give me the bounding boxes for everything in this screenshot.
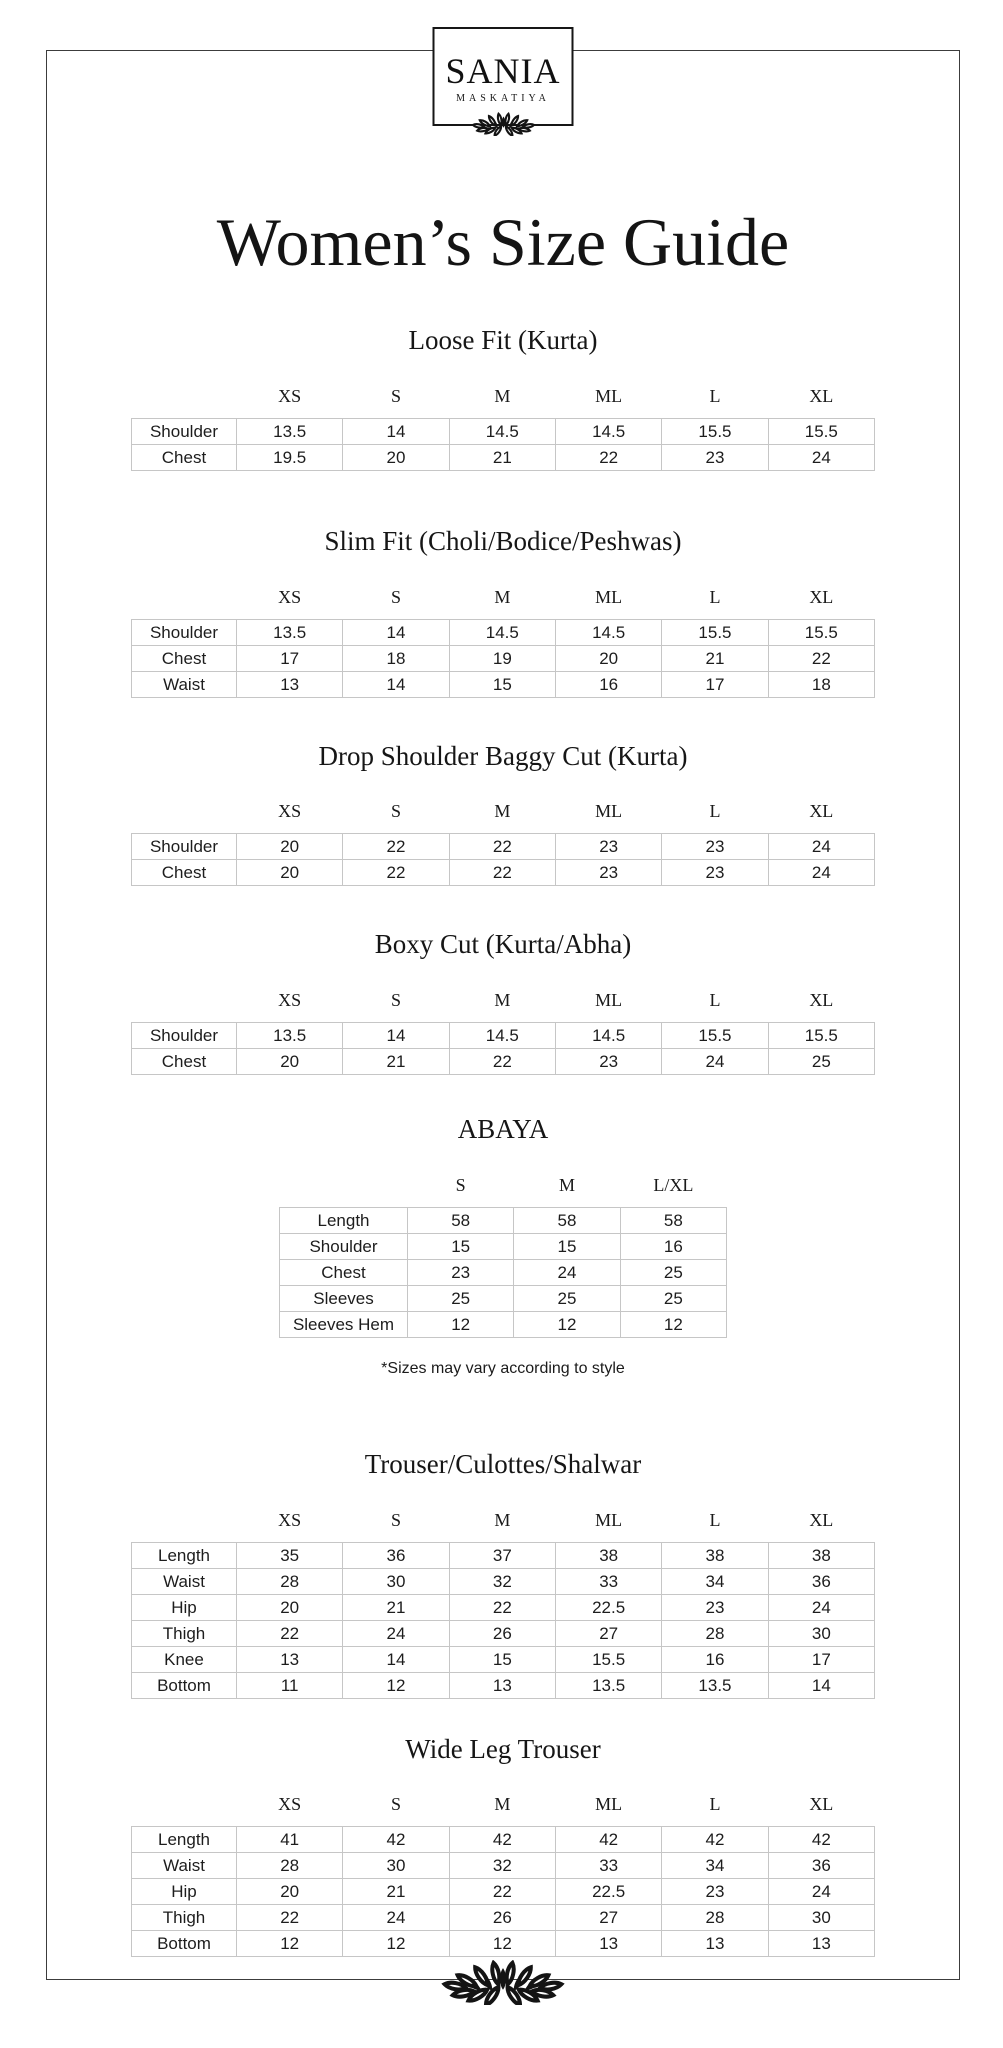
measurement-row [132,1905,875,1931]
measurement-label: Shoulder [132,419,237,445]
measurement-value: 20 [237,1049,343,1075]
size-table [131,1510,875,1699]
measurement-value: 30 [768,1620,874,1646]
sections [47,326,959,1957]
measurement-value: 24 [768,834,874,860]
size-column-header: L [709,386,721,407]
measurement-value: 26 [449,1905,555,1931]
section-title: Trouser/Culottes/Shalwar [364,1448,642,1479]
measurement-row [132,1594,875,1620]
size-column-header: ML [595,990,623,1011]
measurement-label: Hip [132,1594,237,1620]
size-table [131,1794,875,1957]
size-column-header: XS [278,386,302,407]
brand-subtitle: MASKATIYA [456,93,550,104]
measurement-label: Chest [132,1049,237,1075]
measurement-value: 14 [343,619,449,645]
measurement-value: 12 [237,1931,343,1957]
size-column-header: S [390,386,401,407]
size-column-header: M [494,990,511,1011]
section-title: Wide Leg Trouser [405,1733,601,1764]
measurement-row [132,645,875,671]
measurement-value: 36 [768,1568,874,1594]
measurement-value: 26 [449,1620,555,1646]
size-section [47,742,959,887]
size-header-row [280,1175,727,1208]
measurement-value: 23 [662,1594,768,1620]
measurement-value: 22.5 [555,1879,661,1905]
section-title: ABAYA [457,1114,549,1145]
measurement-row [280,1259,727,1285]
measurement-value: 58 [408,1207,514,1233]
measurement-value: 15.5 [768,419,874,445]
measurement-value: 22 [343,860,449,886]
size-column-header: ML [595,386,623,407]
page-title: Women’s Size Guide [216,204,790,280]
measurement-value: 15 [449,671,555,697]
size-column-header: L [709,1509,721,1530]
size-column-header: ML [595,586,623,607]
size-column-header: M [494,1794,511,1815]
size-table [131,990,875,1075]
measurement-row [132,1023,875,1049]
measurement-value: 28 [237,1853,343,1879]
measurement-value: 20 [237,860,343,886]
measurement-row [132,1853,875,1879]
size-table [131,587,875,698]
measurement-value: 15.5 [662,619,768,645]
size-column-header: L [709,586,721,607]
measurement-value: 28 [662,1620,768,1646]
size-column-header: S [390,990,401,1011]
size-section [47,527,959,698]
measurement-label: Bottom [132,1931,237,1957]
measurement-value: 23 [662,445,768,471]
size-column-header: L/XL [653,1174,694,1195]
measurement-row [132,834,875,860]
measurement-label: Length [132,1827,237,1853]
measurement-label: Sleeves Hem [280,1311,408,1337]
measurement-row [280,1311,727,1337]
measurement-label: Chest [280,1259,408,1285]
measurement-value: 13 [768,1931,874,1957]
measurement-value: 25 [768,1049,874,1075]
measurement-label: Length [132,1542,237,1568]
measurement-label: Shoulder [132,1023,237,1049]
measurement-value: 21 [662,645,768,671]
measurement-value: 15 [514,1233,620,1259]
size-column-header: L [709,801,721,822]
measurement-value: 23 [662,834,768,860]
measurement-value: 13.5 [662,1672,768,1698]
measurement-value: 20 [237,1879,343,1905]
measurement-value: 27 [555,1620,661,1646]
measurement-value: 13.5 [555,1672,661,1698]
measurement-value: 22 [237,1620,343,1646]
measurement-label: Hip [132,1879,237,1905]
measurement-value: 23 [408,1259,514,1285]
measurement-value: 15.5 [768,619,874,645]
measurement-value: 14.5 [449,419,555,445]
measurement-value: 33 [555,1853,661,1879]
size-header-row [132,801,875,834]
measurement-label: Shoulder [132,834,237,860]
measurement-value: 22 [449,1879,555,1905]
measurement-value: 21 [343,1594,449,1620]
size-header-row [132,1794,875,1827]
size-column-header: XS [278,1794,302,1815]
measurement-value: 23 [555,834,661,860]
measurement-value: 13.5 [237,619,343,645]
measurement-value: 20 [237,834,343,860]
measurement-label: Sleeves [280,1285,408,1311]
measurement-row [132,1879,875,1905]
measurement-value: 15 [408,1233,514,1259]
measurement-value: 15.5 [662,1023,768,1049]
measurement-value: 35 [237,1542,343,1568]
measurement-value: 24 [662,1049,768,1075]
size-column-header: M [494,1509,511,1530]
measurement-value: 13.5 [237,419,343,445]
size-column-header: XS [278,1509,302,1530]
measurement-value: 22 [555,445,661,471]
measurement-value: 14 [768,1672,874,1698]
measurement-value: 18 [768,671,874,697]
measurement-row [132,1827,875,1853]
size-header-row [132,386,875,419]
measurement-value: 25 [408,1285,514,1311]
measurement-value: 19 [449,645,555,671]
measurement-label: Knee [132,1646,237,1672]
size-header-spacer [132,1510,237,1543]
size-column-header: S [390,586,401,607]
measurement-value: 23 [555,860,661,886]
measurement-value: 24 [514,1259,620,1285]
size-header-row [132,990,875,1023]
measurement-value: 18 [343,645,449,671]
measurement-value: 41 [237,1827,343,1853]
measurement-value: 34 [662,1853,768,1879]
measurement-value: 14.5 [555,1023,661,1049]
measurement-label: Shoulder [280,1233,408,1259]
measurement-value: 12 [620,1311,726,1337]
measurement-value: 42 [449,1827,555,1853]
measurement-value: 24 [343,1620,449,1646]
size-header-spacer [132,587,237,620]
measurement-value: 22 [768,645,874,671]
measurement-value: 13 [662,1931,768,1957]
measurement-value: 17 [237,645,343,671]
measurement-row [132,419,875,445]
measurement-value: 23 [555,1049,661,1075]
measurement-value: 19.5 [237,445,343,471]
measurement-value: 25 [514,1285,620,1311]
size-header-row [132,1510,875,1543]
measurement-value: 20 [343,445,449,471]
size-table [131,386,875,471]
measurement-value: 16 [620,1233,726,1259]
measurement-value: 38 [768,1542,874,1568]
measurement-value: 13 [555,1931,661,1957]
size-column-header: XS [278,801,302,822]
measurement-value: 42 [555,1827,661,1853]
measurement-row [132,445,875,471]
size-column-header: XS [278,990,302,1011]
measurement-label: Waist [132,1853,237,1879]
measurement-label: Shoulder [132,619,237,645]
measurement-value: 28 [237,1568,343,1594]
measurement-value: 22 [449,1594,555,1620]
measurement-value: 13 [449,1672,555,1698]
size-column-header: L [709,1794,721,1815]
measurement-value: 21 [343,1879,449,1905]
measurement-value: 13 [237,1646,343,1672]
measurement-value: 42 [343,1827,449,1853]
measurement-row [132,1568,875,1594]
measurement-row [132,619,875,645]
measurement-value: 14.5 [449,1023,555,1049]
size-table [131,801,875,886]
size-column-header: L [709,990,721,1011]
size-section [47,1735,959,1958]
measurement-value: 33 [555,1568,661,1594]
measurement-label: Thigh [132,1905,237,1931]
size-column-header: M [558,1174,575,1195]
measurement-value: 58 [620,1207,726,1233]
size-column-header: M [494,386,511,407]
measurement-value: 58 [514,1207,620,1233]
measurement-value: 22 [449,834,555,860]
measurement-value: 17 [768,1646,874,1672]
measurement-value: 24 [768,860,874,886]
measurement-value: 21 [343,1049,449,1075]
size-column-header: ML [595,1794,623,1815]
measurement-value: 32 [449,1568,555,1594]
measurement-value: 36 [343,1542,449,1568]
measurement-value: 24 [768,1879,874,1905]
size-column-header: XL [809,586,834,607]
measurement-value: 14.5 [555,619,661,645]
page-frame [46,50,960,1980]
measurement-label: Chest [132,445,237,471]
measurement-value: 30 [768,1905,874,1931]
size-column-header: ML [595,801,623,822]
brand-logo [433,27,574,126]
measurement-value: 23 [662,860,768,886]
measurement-value: 14 [343,419,449,445]
size-header-spacer [132,990,237,1023]
measurement-value: 13 [237,671,343,697]
size-column-header: S [390,1794,401,1815]
size-column-header: M [494,801,511,822]
measurement-value: 14 [343,1646,449,1672]
measurement-value: 22 [449,1049,555,1075]
measurement-value: 12 [408,1311,514,1337]
measurement-row [132,1049,875,1075]
size-header-spacer [132,1794,237,1827]
measurement-value: 16 [662,1646,768,1672]
size-header-spacer [132,801,237,834]
measurement-value: 12 [343,1672,449,1698]
section-title: Loose Fit (Kurta) [408,325,598,356]
size-header-spacer [280,1175,408,1208]
size-column-header: S [455,1174,466,1195]
measurement-row [280,1207,727,1233]
measurement-value: 32 [449,1853,555,1879]
measurement-value: 24 [768,1594,874,1620]
size-column-header: M [494,586,511,607]
measurement-value: 25 [620,1259,726,1285]
measurement-value: 21 [449,445,555,471]
measurement-value: 20 [237,1594,343,1620]
size-header-spacer [132,386,237,419]
measurement-value: 22 [449,860,555,886]
measurement-value: 11 [237,1672,343,1698]
measurement-value: 24 [768,445,874,471]
measurement-value: 12 [343,1931,449,1957]
size-column-header: XL [809,1794,834,1815]
size-section [47,326,959,471]
measurement-value: 38 [555,1542,661,1568]
size-column-header: S [390,1509,401,1530]
section-title: Drop Shoulder Baggy Cut (Kurta) [318,740,688,771]
measurement-value: 12 [514,1311,620,1337]
measurement-value: 30 [343,1568,449,1594]
size-table [279,1175,727,1338]
size-footnote: *Sizes may vary according to style [381,1359,625,1377]
measurement-value: 13.5 [237,1023,343,1049]
measurement-value: 30 [343,1853,449,1879]
measurement-row [132,671,875,697]
size-column-header: XL [809,386,834,407]
measurement-row [132,1931,875,1957]
measurement-value: 25 [620,1285,726,1311]
size-column-header: S [390,801,401,822]
measurement-value: 12 [449,1931,555,1957]
measurement-value: 15.5 [555,1646,661,1672]
laurel-leaves-icon [470,112,536,136]
measurement-label: Thigh [132,1620,237,1646]
measurement-label: Chest [132,645,237,671]
section-title: Slim Fit (Choli/Bodice/Peshwas) [324,526,682,557]
measurement-value: 15.5 [768,1023,874,1049]
measurement-value: 16 [555,671,661,697]
measurement-label: Bottom [132,1672,237,1698]
measurement-label: Length [280,1207,408,1233]
brand-name: SANIA [445,51,561,91]
measurement-value: 17 [662,671,768,697]
measurement-label: Chest [132,860,237,886]
size-column-header: XL [809,1509,834,1530]
measurement-row [280,1233,727,1259]
size-column-header: XS [278,586,302,607]
measurement-row [132,1672,875,1698]
measurement-row [132,1542,875,1568]
size-header-row [132,587,875,620]
measurement-value: 14 [343,671,449,697]
measurement-row [132,1646,875,1672]
measurement-value: 14 [343,1023,449,1049]
measurement-value: 28 [662,1905,768,1931]
section-title: Boxy Cut (Kurta/Abha) [374,929,632,960]
size-column-header: XL [809,990,834,1011]
size-section [47,930,959,1075]
measurement-value: 42 [662,1827,768,1853]
measurement-value: 36 [768,1853,874,1879]
measurement-value: 38 [662,1542,768,1568]
measurement-value: 27 [555,1905,661,1931]
measurement-value: 22 [237,1905,343,1931]
measurement-value: 22.5 [555,1594,661,1620]
measurement-value: 37 [449,1542,555,1568]
measurement-value: 15.5 [662,419,768,445]
size-section [47,1115,959,1378]
measurement-row [132,1620,875,1646]
size-section [47,1450,959,1699]
measurement-value: 14.5 [449,619,555,645]
size-column-header: XL [809,801,834,822]
measurement-row [132,860,875,886]
measurement-value: 15 [449,1646,555,1672]
measurement-label: Waist [132,1568,237,1594]
measurement-value: 23 [662,1879,768,1905]
measurement-value: 22 [343,834,449,860]
measurement-value: 14.5 [555,419,661,445]
laurel-leaves-icon [440,1960,566,2005]
measurement-value: 42 [768,1827,874,1853]
measurement-row [280,1285,727,1311]
measurement-value: 24 [343,1905,449,1931]
size-column-header: ML [595,1509,623,1530]
measurement-label: Waist [132,671,237,697]
measurement-value: 34 [662,1568,768,1594]
measurement-value: 20 [555,645,661,671]
